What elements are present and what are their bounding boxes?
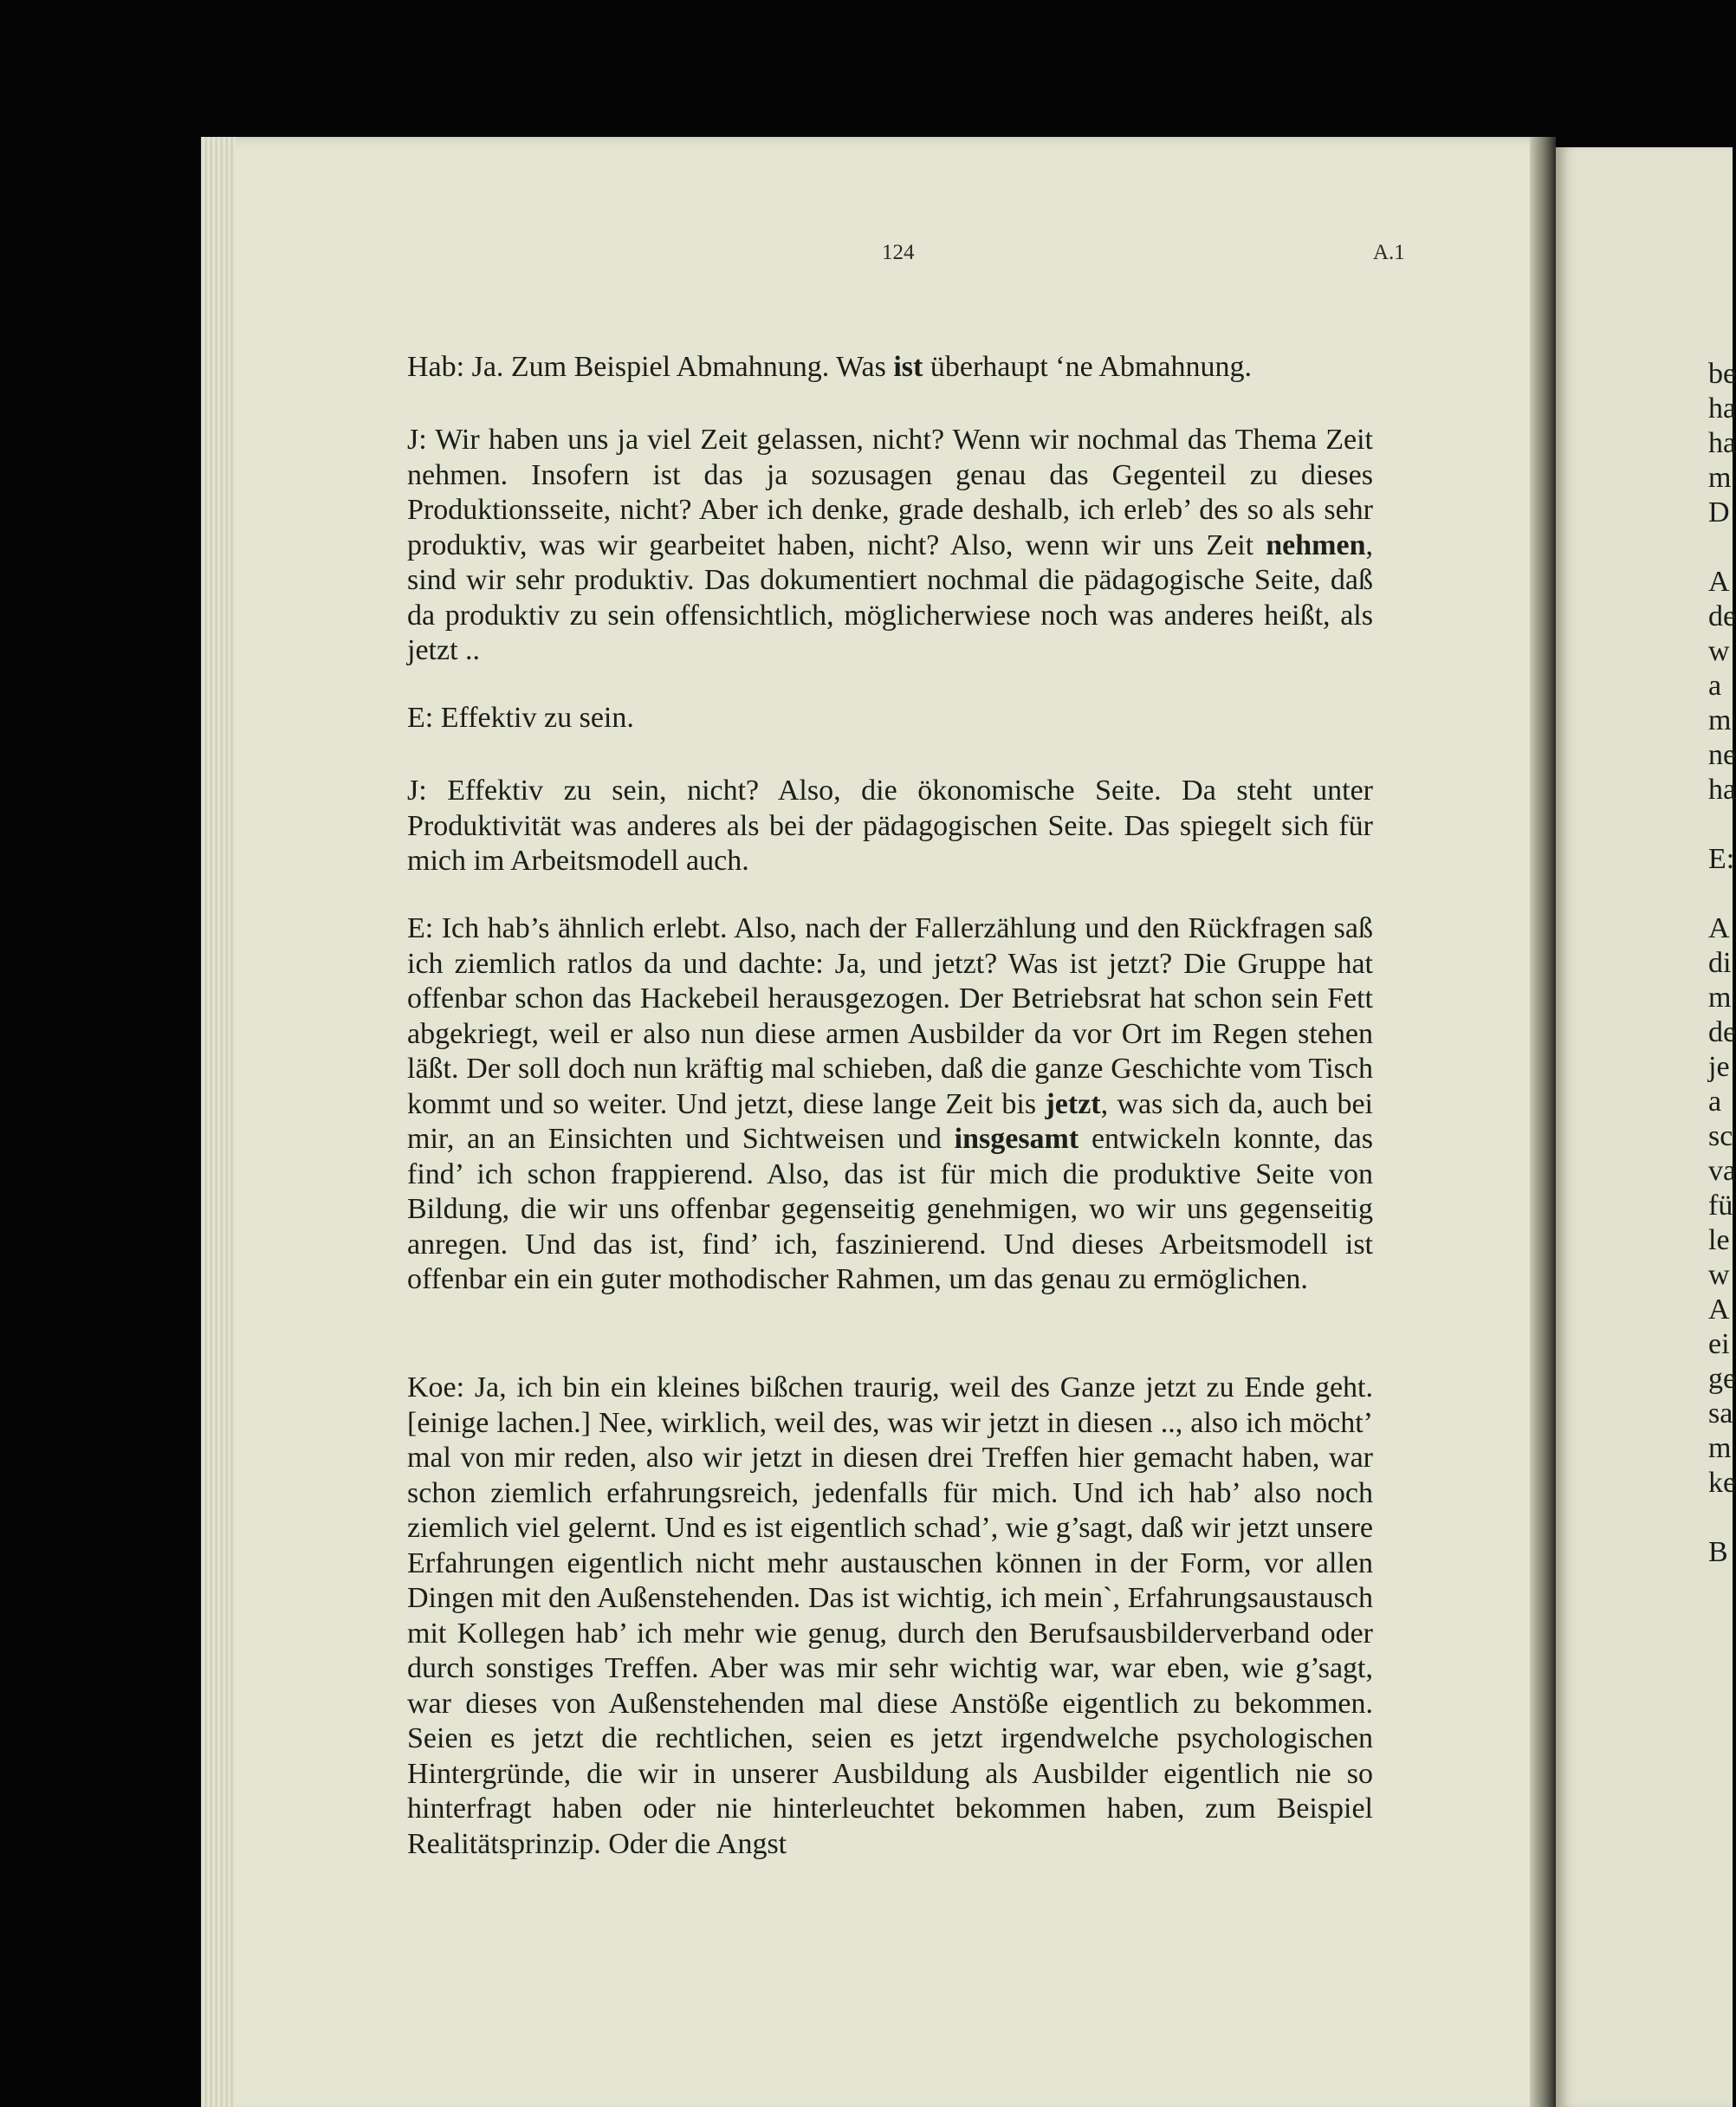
right-page-fragment: fü — [1708, 1190, 1733, 1222]
book-spine — [1530, 137, 1556, 2107]
right-page-fragment: E: — [1708, 843, 1735, 875]
right-page-fragment: ha — [1708, 392, 1736, 425]
paragraph-text: , was sich da, auch bei mir, an an Einsichten und Sichtweisen und — [407, 1087, 1373, 1155]
page-edges — [201, 137, 236, 2107]
right-page-fragment: le — [1708, 1224, 1730, 1256]
paragraph-text: J: Effektiv zu sein, nicht? Also, die ökonomische Seite. Da steht unter Produktivität was anderes als bei der pädagogischen Seite. Das spiegelt sich für mich im Arbeitsmodell auch. — [407, 775, 1373, 877]
right-page-fragment: de — [1708, 600, 1736, 632]
right-page-fragment: A — [1708, 912, 1730, 944]
paragraph-text: Hab: Ja. Zum Beispiel Abmahnung. Was — [407, 351, 894, 383]
paragraph-text: überhaupt ‘ne Abmahnung. — [923, 351, 1252, 383]
page-number: 124 — [882, 241, 915, 264]
right-page-fragment: a — [1708, 1086, 1722, 1118]
bold-emphasis: jetzt — [1045, 1087, 1101, 1120]
right-page-fragment: ha — [1708, 427, 1736, 459]
right-page-fragment: ha — [1708, 774, 1736, 806]
right-page-fragment: m — [1708, 704, 1732, 736]
paragraph-e-1 — [407, 701, 1373, 736]
running-head: A.1 — [1373, 241, 1405, 264]
right-page-fragment: sa — [1708, 1397, 1733, 1430]
right-book-page — [1556, 147, 1733, 2107]
right-page-fragment: A — [1708, 566, 1730, 598]
right-page-fragment: m — [1708, 982, 1732, 1014]
paragraph-koe — [407, 1371, 1373, 1862]
right-page-fragment: w — [1708, 635, 1730, 667]
right-page-fragment: be — [1708, 358, 1736, 390]
right-page-fragment: sc — [1708, 1120, 1733, 1152]
bold-emphasis: nehmen — [1266, 528, 1366, 561]
paragraph-text: entwickeln konnte, das find’ ich schon frappierend. Also, das ist für mich die produktive Seite von Bildung, die wir uns offenbar gegenseitig genehmigen, wo wir uns gegenseitig anregen. Und das ist, find’ ich, faszinierend. Und dieses Arbeitsmodell ist offenbar ein ein guter mothodischer Rahmen, um das genau zu ermöglichen. — [407, 1123, 1373, 1295]
right-page-fragment: ne — [1708, 739, 1736, 771]
paragraph-j-1 — [407, 423, 1373, 669]
right-page-fragment: A — [1708, 1293, 1730, 1326]
paragraph-text: E: Effektiv zu sein. — [407, 702, 634, 734]
right-page-fragment: w — [1708, 1259, 1730, 1291]
bold-emphasis: insgesamt — [954, 1123, 1079, 1155]
right-page-fragment: de — [1708, 1016, 1736, 1048]
right-page-fragment: ke — [1708, 1467, 1736, 1499]
right-page-fragment: D — [1708, 496, 1730, 528]
right-page-fragment: je — [1708, 1051, 1730, 1083]
right-page-fragment: va — [1708, 1155, 1736, 1187]
right-page-fragment: m — [1708, 1432, 1732, 1464]
right-page-fragment: di — [1708, 947, 1732, 979]
paragraph-e-2 — [407, 911, 1373, 1298]
right-page-fragment: ei — [1708, 1328, 1730, 1360]
paragraph-j-2 — [407, 774, 1373, 879]
paragraph-text: J: Wir haben uns ja viel Zeit gelassen, nicht? Wenn wir nochmal das Thema Zeit nehmen. Insofern ist das ja sozusagen genau das Gegenteil zu dieses Produktionsseite, nicht? Aber ich denke, grade deshalb, ich erleb’ des so als sehr produktiv, was wir gearbeitet haben, nicht? Also, wenn wir uns Zeit — [407, 424, 1373, 561]
bold-emphasis: ist — [893, 351, 923, 383]
right-page-fragment: a — [1708, 670, 1722, 702]
paragraph-text: Koe: Ja, ich bin ein kleines bißchen traurig, weil des Ganze jetzt zu Ende geht. [einige lachen.] Nee, wirklich, weil des, was wir jetzt in diesen .., also ich möcht’ mal von mir reden, also wir jetzt in diesen drei Treffen hier gemacht haben, war schon ziemlich erfahrungsreich, jedenfalls für mich. Und ich hab’ also noch ziemlich viel gelernt. Und es ist eigentlich schad’, wie g’sagt, daß wir jetzt unsere Erfahrungen eigentlich nicht mehr austauschen können in der Form, vor allen Dingen mit den Außenstehenden. Das ist wichtig, ich mein`, Erfahrungsaustausch mit Kollegen hab’ ich mehr wie genug, durch den Berufsausbilderverband oder durch sonstiges Treffen. Aber was mir sehr wichtig war, war eben, wie g’sagt, war dieses von Außenstehenden mal diese Anstöße eigentlich zu bekommen. Seien es jetzt die rechtlichen, seien es jetzt irgendwelche psychologischen Hintergründe, die wir in unserer Ausbildung als Ausbilder eigentlich nie so hinterfragt haben oder nie hinterleuchtet bekommen haben, zum Beispiel Realitätsprinzip. Oder die Angst — [407, 1371, 1373, 1860]
paragraph-hab — [407, 350, 1373, 386]
right-page-fragment: B — [1708, 1536, 1728, 1568]
right-page-fragment: ge — [1708, 1363, 1736, 1395]
paragraph-text: E: Ich hab’s ähnlich erlebt. Also, nach der Fallerzählung und den Rückfragen saß ich ziemlich ratlos da und dachte: Ja, und jetzt? Was ist jetzt? Die Gruppe hat offenbar schon das Hackebeil herausgezogen. Der Betriebsrat hat schon sein Fett abgekriegt, weil er also nun diese armen Ausbilder da vor Ort im Regen stehen läßt. Der soll doch nun kräftig mal schieben, daß die ganze Geschichte vom Tisch kommt und so weiter. Und jetzt, diese lange Zeit bis — [407, 912, 1373, 1120]
paragraph-text: , sind wir sehr produktiv. Das dokumentiert nochmal die pädagogische Seite, daß da produktiv zu sein offensichtlich, möglicherwiese noch was anderes heißt, als jetzt .. — [407, 528, 1373, 666]
right-page-fragment: m — [1708, 462, 1732, 494]
